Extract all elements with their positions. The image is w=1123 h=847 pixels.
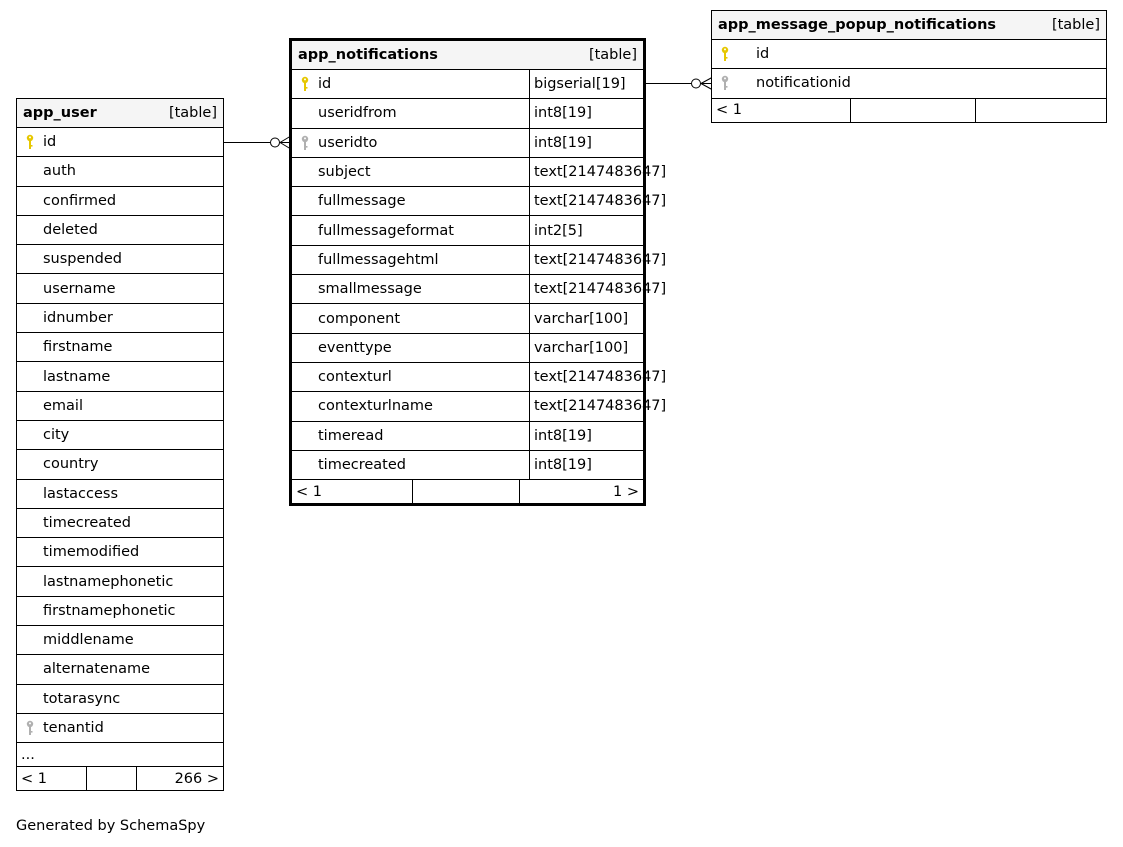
column-name-text: id (756, 46, 770, 63)
column-name (17, 655, 223, 683)
column-name (17, 274, 223, 302)
column-name-text: id (43, 134, 57, 151)
relationship-user-notifications (224, 137, 290, 149)
column-name-text: idnumber (43, 309, 113, 326)
column-name (17, 187, 223, 215)
generated-by-label: Generated by SchemaSpy (16, 818, 206, 834)
table-kind: [table] (1051, 17, 1100, 33)
foreign-key-icon (720, 75, 730, 91)
column-name (292, 187, 529, 215)
column-name-text: city (43, 427, 70, 444)
column-type: text[2147483647] (529, 275, 666, 303)
column-row[interactable] (292, 70, 643, 99)
column-name (292, 158, 529, 186)
column-name (17, 480, 223, 508)
parents-count: < 1 (296, 483, 322, 500)
footer-middle (86, 767, 136, 790)
column-type: text[2147483647] (529, 363, 666, 391)
column-type: int8[19] (529, 422, 643, 450)
column-row[interactable] (292, 216, 643, 245)
foreign-key-icon (300, 135, 310, 151)
table-name: app_notifications (298, 47, 438, 63)
column-row[interactable] (17, 655, 223, 684)
column-type: int2[5] (529, 216, 643, 244)
column-name (17, 509, 223, 537)
column-name (292, 363, 529, 391)
column-name (17, 450, 223, 478)
column-type: int8[19] (529, 99, 643, 127)
more-columns: ... (17, 743, 223, 767)
column-name-text: eventtype (318, 339, 392, 356)
column-row[interactable] (17, 274, 223, 303)
column-name-text: timecreated (318, 457, 406, 473)
column-type: varchar[100] (529, 304, 643, 332)
column-row[interactable] (17, 187, 223, 216)
column-row[interactable] (292, 275, 667, 304)
column-name (17, 304, 223, 332)
relationship-notifications-popup (646, 78, 712, 90)
column-name-text: firstnamephonetic (43, 602, 176, 619)
column-name-text: smallmessage (318, 281, 422, 298)
children-count: 1 > (519, 480, 643, 503)
column-name (292, 304, 529, 332)
column-name (292, 451, 529, 479)
column-row[interactable] (17, 480, 223, 509)
column-row[interactable] (17, 538, 223, 567)
column-name-text: component (318, 310, 401, 327)
column-name-text: notificationid (756, 75, 851, 92)
column-name-text: country (43, 456, 99, 473)
column-name (292, 246, 529, 274)
column-type: text[2147483647] (529, 392, 666, 420)
column-name (712, 69, 1106, 97)
table-header (712, 11, 1106, 40)
column-row[interactable] (17, 333, 223, 362)
column-row[interactable] (17, 216, 223, 245)
column-name-text: firstname (43, 339, 113, 356)
column-name-text: deleted (43, 222, 98, 239)
table-kind: [table] (588, 47, 637, 63)
footer-middle (412, 480, 519, 503)
column-type: bigserial[19] (529, 70, 643, 98)
column-name-text: useridfrom (318, 105, 397, 122)
column-name (17, 245, 223, 273)
column-row[interactable] (17, 421, 223, 450)
column-row[interactable] (17, 597, 223, 626)
column-row[interactable] (17, 157, 223, 186)
column-row[interactable] (292, 422, 643, 451)
column-list (712, 40, 1106, 99)
column-row[interactable] (292, 187, 667, 216)
column-name-text: timecreated (43, 515, 131, 531)
table-name: app_message_popup_notifications (718, 17, 997, 33)
column-name (17, 538, 223, 566)
column-type: int8[19] (529, 129, 643, 157)
column-row[interactable] (17, 245, 223, 274)
column-name (17, 421, 223, 449)
column-type: text[2147483647] (529, 187, 666, 215)
column-name-text: username (43, 280, 116, 297)
column-name (17, 567, 223, 595)
foreign-key-icon (25, 720, 35, 736)
table-name: app_user (23, 105, 97, 121)
table-kind: [table] (168, 105, 217, 121)
column-row[interactable] (292, 392, 667, 421)
column-row[interactable] (292, 246, 667, 275)
column-row[interactable] (292, 363, 667, 392)
table-app-user[interactable] (16, 98, 224, 791)
column-name-text: contexturlname (318, 398, 433, 415)
column-name (292, 99, 529, 127)
column-name (17, 216, 223, 244)
column-name (17, 392, 223, 420)
column-row[interactable] (17, 714, 223, 743)
parents-count: < 1 (21, 770, 47, 787)
column-type: text[2147483647] (529, 246, 666, 274)
column-name-text: contexturl (318, 369, 392, 386)
column-row[interactable] (17, 685, 223, 714)
column-list (17, 128, 223, 743)
children-count: 266 > (136, 767, 223, 790)
column-row[interactable] (292, 99, 643, 128)
column-row[interactable] (17, 304, 223, 333)
column-type: varchar[100] (529, 334, 643, 362)
column-row[interactable] (712, 40, 1106, 69)
column-name (292, 275, 529, 303)
table-app-message-popup-notifications[interactable] (711, 10, 1107, 123)
column-name-text: suspended (43, 251, 122, 268)
column-name-text: middlename (43, 632, 134, 649)
primary-key-icon (25, 134, 35, 150)
children-count (975, 99, 1106, 122)
column-name-text: tenantid (43, 720, 104, 737)
column-name-text: id (318, 76, 332, 93)
column-row[interactable] (17, 567, 223, 596)
column-name (712, 40, 1106, 68)
column-row[interactable] (17, 626, 223, 655)
column-type: text[2147483647] (529, 158, 666, 186)
table-footer (17, 767, 223, 790)
parents-count: < 1 (716, 102, 742, 119)
column-name-text: confirmed (43, 192, 117, 209)
column-row[interactable] (17, 509, 223, 538)
column-row[interactable] (17, 362, 223, 391)
column-name-text: totarasync (43, 690, 121, 707)
column-name-text: alternatename (43, 661, 151, 678)
column-row[interactable] (292, 334, 643, 363)
column-name-text: lastaccess (43, 485, 119, 502)
column-name (292, 334, 529, 362)
table-header (17, 99, 223, 128)
column-row[interactable] (292, 451, 643, 480)
column-name-text: fullmessagehtml (318, 251, 439, 268)
column-name (292, 392, 529, 420)
column-name (292, 70, 529, 98)
column-type: int8[19] (529, 451, 643, 479)
column-name-text: useridto (318, 134, 378, 151)
column-name (17, 128, 223, 156)
column-name-text: fullmessage (318, 193, 406, 210)
column-row[interactable] (17, 450, 223, 479)
table-header (292, 41, 643, 70)
column-name (17, 597, 223, 625)
column-list (292, 70, 667, 480)
column-name (17, 685, 223, 713)
column-name-text: lastnamephonetic (43, 573, 174, 590)
column-name (17, 157, 223, 185)
column-row[interactable] (292, 158, 667, 187)
table-footer (292, 480, 643, 503)
column-name-text: subject (318, 164, 371, 181)
primary-key-icon (300, 76, 310, 92)
column-name (17, 333, 223, 361)
column-name (292, 129, 529, 157)
column-row[interactable] (292, 304, 643, 333)
column-row[interactable] (712, 69, 1106, 98)
column-name-text: auth (43, 163, 76, 180)
column-row[interactable] (17, 128, 223, 157)
column-name-text: timeread (318, 427, 384, 444)
column-name-text: email (43, 397, 83, 414)
footer-middle (850, 99, 975, 122)
column-row[interactable] (292, 129, 643, 158)
column-name (292, 216, 529, 244)
column-name-text: fullmessageformat (318, 222, 454, 239)
column-name (17, 714, 223, 742)
table-app-notifications[interactable] (289, 38, 667, 506)
column-name (17, 626, 223, 654)
column-name (292, 422, 529, 450)
column-name-text: timemodified (43, 544, 140, 561)
column-name-text: lastname (43, 368, 111, 385)
column-row[interactable] (17, 392, 223, 421)
column-name (17, 362, 223, 390)
primary-key-icon (720, 46, 730, 62)
table-footer (712, 99, 1106, 122)
